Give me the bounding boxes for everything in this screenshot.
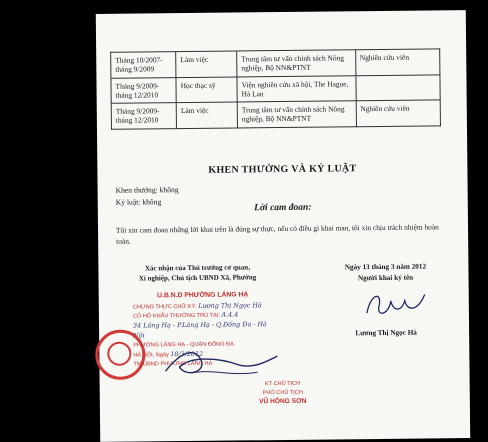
official-title: KT CHỦ TỊCH (264, 380, 301, 388)
stamp-header: U.B.N.D PHƯỜNG LÁNG HẠ (157, 291, 249, 300)
stamp-line: PHƯỜNG LÁNG HẠ - QUẬN ĐỐNG ĐA (133, 341, 234, 349)
official-signature-block (218, 379, 348, 408)
handwritten-text: 34 Láng Hạ - P.Láng Hạ - Q.Đống Đa - Hà Nội (132, 320, 267, 340)
table-cell: Nghiên cứu viên (356, 100, 441, 126)
document-page (96, 10, 470, 442)
official-name: VŨ HỒNG SƠN (259, 398, 307, 406)
official-title: PHÓ CHỦ TỊCH (262, 389, 303, 396)
stamp-line: TM UBND PHƯỜNG LÁNG HẠ (133, 360, 213, 368)
table-cell: Tháng 9/2009- tháng 12/2010 (111, 103, 176, 129)
handwritten-text: 18/3/2012 (170, 349, 204, 359)
work-history-table (110, 48, 441, 129)
official-signature-icon (161, 342, 281, 383)
table-row (111, 49, 440, 78)
table-cell: Tháng 10/2007- tháng 9/2009 (111, 52, 176, 78)
declarant-date-block (330, 261, 440, 284)
rewards-heading: KHEN THƯỞNG VÀ KỶ LUẬT (208, 163, 357, 176)
confirmation-line: Xí nghiệp, Chủ tịch UBND Xã, Phường (138, 273, 257, 283)
table-cell: Viện nghiên cứu xã hội, The Hague, Hà Lan (237, 75, 356, 102)
confirmation-line: Xác nhận của Thủ trưởng cơ quan, (144, 263, 250, 273)
handwritten-text: Lương Thị Ngọc Hà (198, 300, 262, 310)
declaration-text: Tôi xin cam đoan những lời khai trên là đúng sự thực, nếu có điều gì khai man, tôi xin chịu trách nhiệm hoàn toàn. (115, 222, 439, 246)
signing-date: Ngày 13 tháng 3 năm 2012 (344, 262, 427, 272)
stamp-label: CÓ HỘ KHẨU THƯỜNG TRÚ TẠI: (132, 313, 222, 321)
stamp-label: HÀ NỘI, Ngày (133, 352, 171, 359)
table-cell: Làm việc (176, 102, 237, 128)
red-seal-icon (95, 329, 146, 380)
table-cell: Tháng 9/2009- tháng 12/2010 (111, 77, 176, 103)
reward-line: Khen thưởng: không (115, 185, 179, 195)
signing-role: Người khai ký tên (357, 273, 414, 283)
table-cell: Trung tâm tư vấn chính sách Nông nghiệp, Bộ NN&PTNT (237, 101, 356, 128)
confirmation-heading (132, 263, 262, 284)
stamp-line (133, 320, 273, 341)
discipline-line: Kỷ luật: không (115, 197, 162, 207)
table-cell: Trung tâm tư vấn chính sách Nông nghiệp, Bộ NN&PTNT (237, 50, 356, 77)
declarant-signature-icon (361, 286, 431, 323)
stamp-label: CHỨNG THỰC CHỮ KÝ: (132, 303, 199, 311)
table-cell: Làm việc (176, 51, 237, 77)
table-row (111, 74, 440, 103)
handwritten-text: A.4.4 (221, 310, 239, 320)
table-cell (356, 74, 441, 100)
declarant-name: Lương Thị Ngọc Hà (355, 328, 417, 338)
table-row (111, 100, 440, 129)
table-cell: Học thạc sỹ (176, 76, 237, 102)
declaration-heading: Lời cam đoan: (254, 202, 312, 214)
table-cell: Nghiên cứu viên (355, 49, 440, 75)
